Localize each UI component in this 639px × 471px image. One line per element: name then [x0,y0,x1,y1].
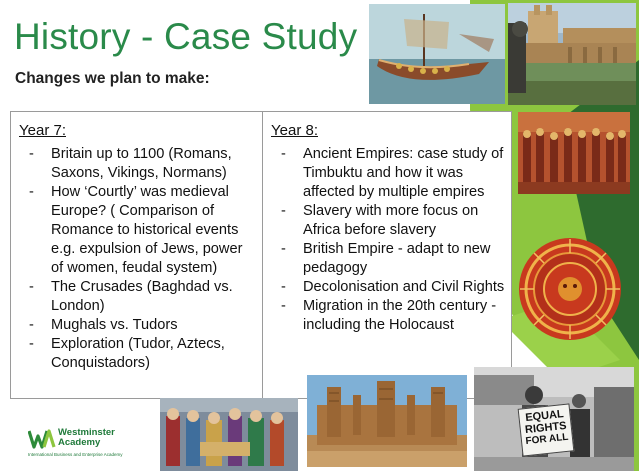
list-item-text: Slavery with more focus on Africa before slavery [303,203,479,238]
logo-tagline: International Business and Enterprise Academy [28,452,123,457]
bullet-dash: - [29,146,34,162]
list-item [19,278,256,316]
year-7-column [11,112,263,398]
list-item [271,240,505,278]
year-7-heading: Year 7: [19,122,66,139]
bullet-dash: - [281,298,286,314]
slide-subtitle: Changes we plan to make: [15,70,210,87]
list-item [19,316,256,335]
list-item-text: British Empire - adapt to new pedagogy [303,241,491,276]
list-item [271,202,505,240]
list-item [19,145,256,183]
bullet-dash: - [29,336,34,352]
list-item [271,297,505,335]
list-item-text: Decolonisation and Civil Rights [303,279,505,295]
year-8-heading: Year 8: [271,122,318,139]
medieval-court-image [160,398,298,471]
list-item [19,183,256,278]
logo-mark-icon [28,428,56,450]
list-item-text: The Crusades (Baghdad vs. London) [51,279,233,314]
list-item-text: Ancient Empires: case study of Timbuktu and how it was affected by multiple empires [303,146,504,200]
sign-line-2: RIGHTS [524,419,568,437]
list-item-text: Mughals vs. Tudors [51,317,178,333]
year-7-list [19,145,256,373]
list-item [271,278,505,297]
year-8-list [271,145,505,335]
list-item-text: Migration in the 20th century - including the Holocaust [303,298,497,333]
list-item-text: Exploration (Tudor, Aztecs, Conquistadors) [51,336,225,371]
timbuktu-mosque-image [307,375,467,467]
bullet-dash: - [281,146,286,162]
army-painting-image [518,112,630,194]
bullet-dash: - [281,241,286,257]
slide-title: History - Case Study [14,16,358,57]
equal-rights-sign [518,403,575,456]
year-8-column [263,112,511,398]
aztec-calendar-image [518,237,622,341]
topics-table [10,111,512,399]
logo-name: Westminster Academy [58,427,115,448]
bullet-dash: - [29,184,34,200]
bullet-dash: - [29,279,34,295]
list-item-text: Britain up to 1100 (Romans, Saxons, Vikings, Normans) [51,146,232,181]
viking-ship-image [369,4,505,104]
sign-line-1: EQUAL [524,408,565,425]
bullet-dash: - [281,203,286,219]
westminster-academy-logo [28,428,138,462]
list-item [271,145,505,202]
roman-baths-image [508,3,636,105]
bullet-dash: - [29,317,34,333]
list-item [19,335,256,373]
list-item-text: How ‘Courtly’ was medieval Europe? ( Comparison of Romance to historical events e.g. expulsion of Jews, power of women, feudal system) [51,184,243,276]
sign-line-3: FOR ALL [525,431,569,448]
bullet-dash: - [281,279,286,295]
